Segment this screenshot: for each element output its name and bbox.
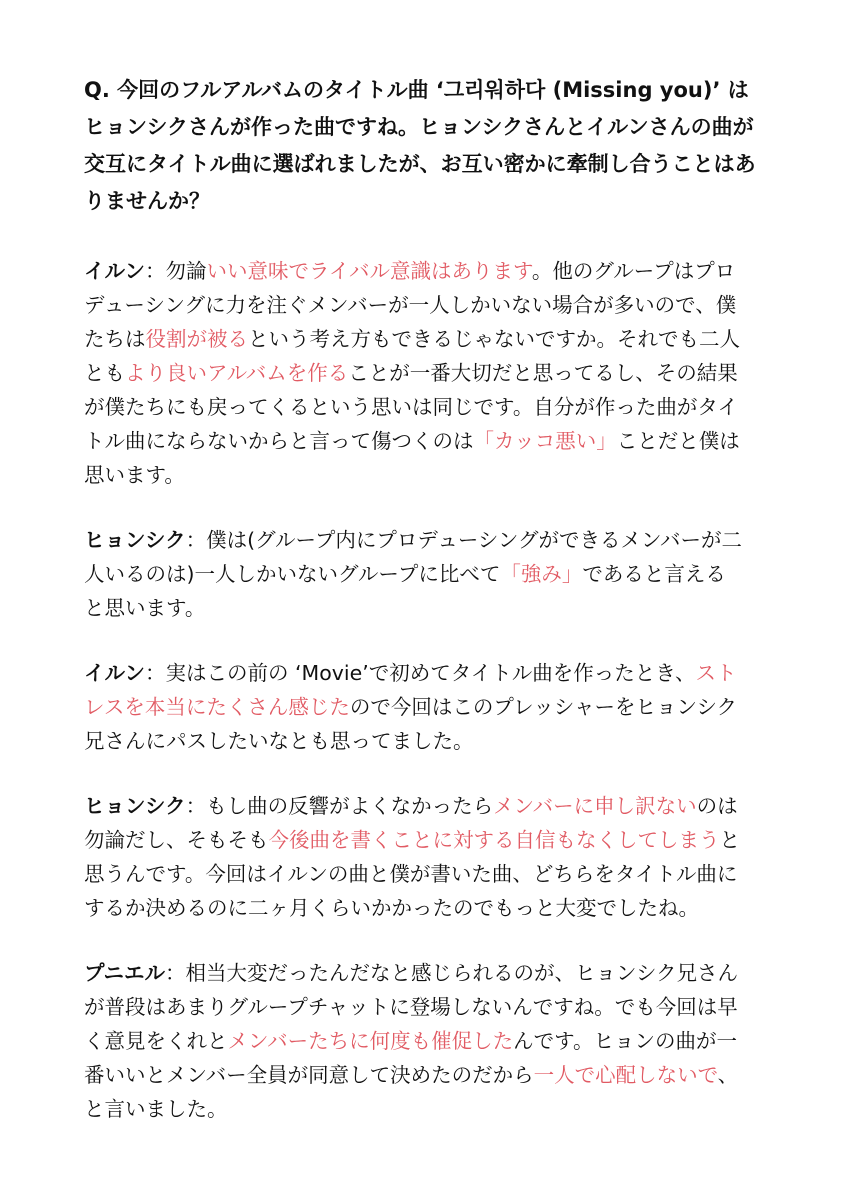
- answer-line: [84, 1058, 768, 1092]
- body-text: 番いいとメンバー全員が同意して決めたのだから: [84, 1063, 534, 1087]
- body-text: デューシングに力を注ぐメンバーが一人しかいない場合が多いので、僕: [84, 293, 737, 317]
- body-text: ：実はこの前の ‘Movie’で初めてタイトル曲を作ったとき、: [145, 661, 696, 685]
- body-text: と言いました。: [84, 1097, 228, 1121]
- speaker-name: イルン: [84, 661, 145, 685]
- answer-line: [84, 322, 768, 356]
- body-text: という考え方もできるじゃないですか。それでも二人: [248, 327, 740, 351]
- answer-line: [84, 458, 768, 492]
- body-text: ことだと僕は: [616, 429, 740, 453]
- body-text: ので今回はこのプレッシャーをヒョンシク: [349, 695, 738, 719]
- body-text: 。他のグループはプロ: [531, 259, 736, 283]
- answer-line: [84, 656, 768, 690]
- body-text: のは: [696, 794, 738, 818]
- question-line: Q. 今回のフルアルバムのタイトル曲 ‘그리워하다 (Missing you)’ は: [84, 78, 749, 102]
- answer-line: [84, 891, 768, 925]
- answer-line: [84, 557, 768, 591]
- answer-line: [84, 1092, 768, 1126]
- highlighted-text: メンバーに申し訳ない: [493, 794, 697, 818]
- question-line: りませんか？: [84, 189, 210, 213]
- body-text: ：もし曲の反響がよくなかったら: [185, 794, 494, 818]
- body-text: んです。ヒョンの曲が一: [513, 1029, 737, 1053]
- body-text: 思います。: [84, 463, 185, 487]
- answer-line: [84, 1024, 768, 1058]
- body-text: が僕たちにも戻ってくるという思いは同じです。自分が作った曲がタイ: [84, 395, 738, 419]
- body-text: 勿論だし、そもそも: [84, 828, 269, 852]
- question-block: [84, 72, 768, 220]
- highlighted-text: いい意味でライバル意識はあります: [206, 259, 532, 283]
- speaker-name: ヒョンシク: [84, 794, 186, 818]
- body-text: であると言える: [582, 562, 726, 586]
- highlighted-text: スト: [695, 661, 737, 685]
- body-text: ：相当大変だったんだなと感じられるのが、ヒョンシク兄さん: [164, 961, 739, 985]
- body-text: たちは: [84, 327, 146, 351]
- highlighted-text: 今後曲を書くことに対する自信もなくしてしまう: [268, 828, 720, 852]
- body-text: ：勿論: [145, 259, 207, 283]
- answers-list: [84, 254, 768, 1126]
- highlighted-text: メンバーたちに何度も催促した: [227, 1029, 514, 1053]
- interview-page: [84, 72, 768, 1157]
- question-line: 交互にタイトル曲に選ばれましたが、お互い密かに牽制し合うことはあ: [84, 152, 756, 176]
- body-text: ：僕は(グループ内にプロデューシングができるメンバーが二: [185, 528, 743, 552]
- speaker-name: ヒョンシク: [84, 528, 186, 552]
- answer-line: [84, 523, 768, 557]
- speaker-name: プニエル: [84, 961, 165, 985]
- body-text: と思います。: [84, 596, 206, 620]
- answer-line: [84, 591, 768, 625]
- highlighted-text: 一人で心配しないで: [533, 1063, 718, 1087]
- answer-line: [84, 424, 768, 458]
- body-text: が普段はあまりグループチャットに登場しないんですね。でも今回は早: [84, 995, 738, 1019]
- highlighted-text: 「強み」: [500, 562, 583, 586]
- body-text: するか決めるのに二ヶ月くらいかかったのでもっと大変でしたね。: [84, 896, 699, 920]
- body-text: トル曲にならないからと言って傷つくのは: [84, 429, 474, 453]
- answer-paragraph: [84, 254, 768, 492]
- speaker-name: イルン: [84, 259, 145, 283]
- answer-paragraph: [84, 656, 768, 758]
- question-line: ヒョンシクさんが作った曲ですね。ヒョンシクさんとイルンさんの曲が: [84, 115, 754, 139]
- highlighted-text: より良いアルバムを作る: [125, 361, 349, 385]
- answer-line: [84, 356, 768, 390]
- answer-line: [84, 789, 768, 823]
- highlighted-text: 「カッコ悪い」: [473, 429, 617, 453]
- highlighted-text: レスを本当にたくさん感じた: [84, 695, 350, 719]
- answer-line: [84, 956, 768, 990]
- body-text: ことが一番大切だと思ってるし、その結果: [348, 361, 738, 385]
- answer-line: [84, 990, 768, 1024]
- body-text: とも: [84, 361, 125, 385]
- answer-line: [84, 690, 768, 724]
- body-text: 兄さんにパスしたいなとも思ってました。: [84, 729, 474, 753]
- body-text: と: [719, 828, 740, 852]
- answer-paragraph: [84, 789, 768, 925]
- highlighted-text: 役割が被る: [145, 327, 248, 351]
- answer-line: [84, 823, 768, 857]
- body-text: く意見をくれと: [84, 1029, 228, 1053]
- answer-line: [84, 254, 768, 288]
- body-text: 思うんです。今回はイルンの曲と僕が書いた曲、どちらをタイトル曲に: [84, 862, 738, 886]
- answer-line: [84, 390, 768, 424]
- answer-paragraph: [84, 956, 768, 1126]
- body-text: 人いるのは)一人しかいないグループに比べて: [84, 562, 501, 586]
- answer-line: [84, 724, 768, 758]
- body-text: 、: [717, 1063, 739, 1087]
- answer-line: [84, 857, 768, 891]
- answer-paragraph: [84, 523, 768, 625]
- answer-line: [84, 288, 768, 322]
